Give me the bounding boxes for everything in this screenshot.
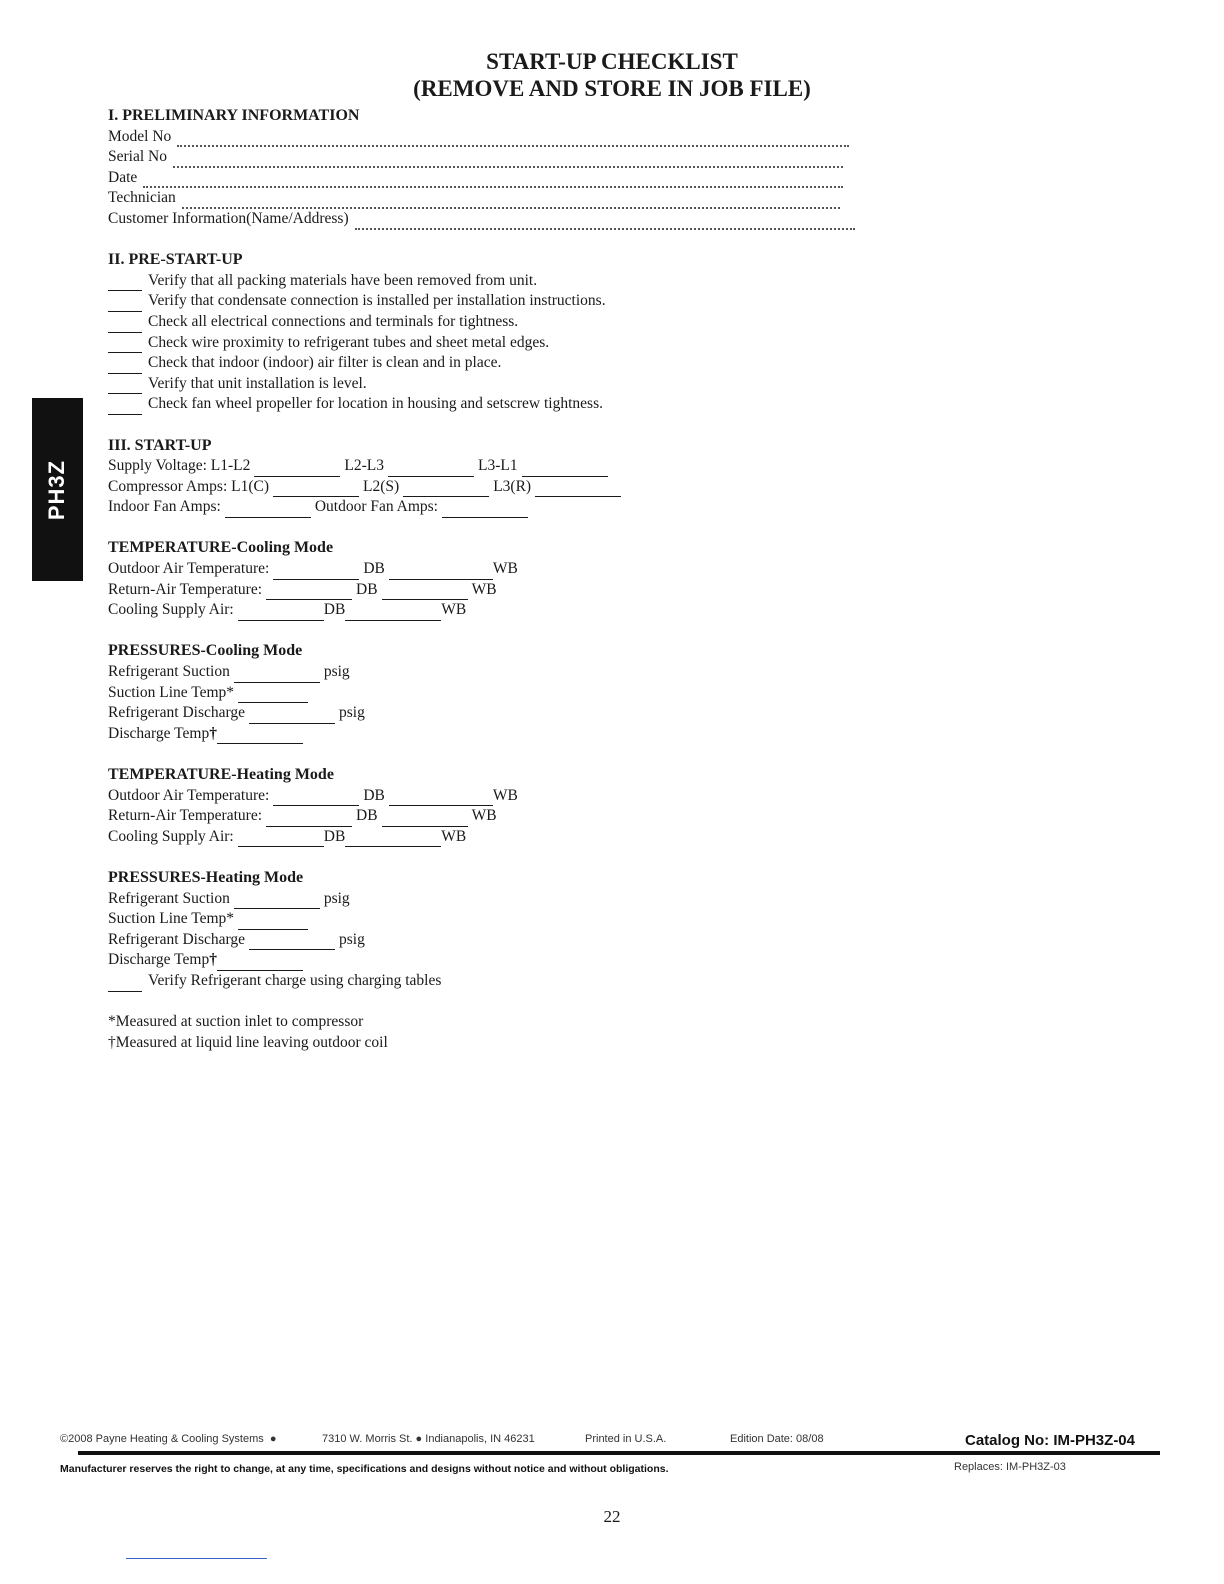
unit-db: DB (363, 560, 385, 578)
unit-wb: WB (441, 601, 467, 619)
footer-rule (78, 1451, 1160, 1455)
footer-copyright: ©2008 Payne Heating & Cooling Systems ● (60, 1433, 277, 1445)
unit-db: DB (356, 807, 378, 825)
side-tab (32, 398, 83, 581)
blank-field[interactable] (234, 893, 320, 909)
note-suction: *Measured at suction inlet to compressor (108, 1013, 364, 1031)
field-model-no (108, 127, 1108, 148)
unit-psig: psig (339, 704, 365, 722)
blank-field[interactable] (345, 831, 441, 847)
item-text: Check wire proximity to refrigerant tubes and sheet metal edges. (148, 333, 550, 351)
label: Refrigerant Suction (108, 889, 230, 907)
label: Return-Air Temperature: (108, 807, 263, 825)
blank-field[interactable] (382, 811, 468, 827)
label: Refrigerant Discharge (108, 704, 246, 722)
fill-line[interactable] (177, 133, 849, 147)
label: Outdoor Air Temperature: (108, 560, 270, 578)
label: L2(S) (363, 477, 400, 495)
side-tab-label: PH3Z (44, 459, 70, 520)
label: Cooling Supply Air: (108, 601, 234, 619)
check-blank[interactable] (108, 399, 142, 415)
check-blank[interactable] (108, 296, 142, 312)
blank-field[interactable] (249, 934, 335, 950)
checklist-body (108, 106, 1108, 1053)
unit-db: DB (323, 827, 346, 845)
row-suction-temp (108, 909, 1108, 930)
blank-field[interactable] (389, 564, 493, 580)
label: Return-Air Temperature: (108, 580, 263, 598)
row-suction (108, 889, 1108, 910)
label: L2-L3 (344, 457, 384, 475)
row-suction (108, 662, 1108, 683)
unit-wb: WB (492, 560, 518, 578)
checklist-item (108, 271, 1108, 292)
blank-field[interactable] (238, 605, 324, 621)
row-return-air (108, 580, 1108, 601)
blank-field[interactable] (234, 667, 320, 683)
blank-field[interactable] (225, 502, 311, 518)
section-heading-temp-cooling: TEMPERATURE-Cooling Mode (108, 539, 334, 557)
row-supply-voltage (108, 456, 1108, 477)
blank-field[interactable] (535, 481, 621, 497)
blank-field[interactable] (217, 955, 303, 971)
unit-psig: psig (339, 930, 365, 948)
fill-line[interactable] (182, 195, 840, 209)
check-blank[interactable] (108, 378, 142, 394)
blank-field[interactable] (266, 584, 352, 600)
label: Refrigerant Discharge (108, 930, 246, 948)
field-label: Date (108, 168, 138, 186)
row-outdoor-air (108, 559, 1108, 580)
unit-psig: psig (323, 889, 350, 907)
blank-field[interactable] (266, 811, 352, 827)
unit-db: DB (323, 601, 346, 619)
section-heading-startup: III. START-UP (108, 436, 212, 454)
row-discharge-temp (108, 724, 1108, 745)
bottom-link-line (126, 1558, 267, 1559)
unit-wb: WB (492, 786, 518, 804)
row-suction-temp (108, 683, 1108, 704)
item-text: Check that indoor (indoor) air filter is clean and in place. (148, 354, 502, 372)
blank-field[interactable] (382, 584, 468, 600)
row-outdoor-air (108, 786, 1108, 807)
checklist-item (108, 394, 1108, 415)
blank-field[interactable] (442, 502, 528, 518)
field-label: Customer Information(Name/Address) (108, 209, 349, 227)
row-fan-amps (108, 497, 1108, 518)
field-technician (108, 188, 1108, 209)
row-supply-air (108, 827, 1108, 848)
label: Outdoor Fan Amps: (314, 498, 438, 516)
field-label: Serial No (108, 148, 167, 166)
unit-psig: psig (323, 663, 350, 681)
footer-disclaimer: Manufacturer reserves the right to change, at any time, specifications and designs without notice and without obligations. (60, 1463, 669, 1475)
unit-db: DB (363, 786, 385, 804)
section-heading-press-cooling: PRESSURES-Cooling Mode (108, 642, 303, 660)
item-text: Check all electrical connections and terminals for tightness. (148, 312, 519, 330)
catalog-number: Catalog No: IM-PH3Z-04 (964, 1432, 1135, 1449)
fill-line[interactable] (173, 154, 843, 168)
blank-field[interactable] (345, 605, 441, 621)
check-blank[interactable] (108, 275, 142, 291)
check-blank[interactable] (108, 358, 142, 374)
item-text: Check fan wheel propeller for location in housing and setscrew tightness. (148, 395, 603, 413)
bullet-icon: ● (415, 1433, 423, 1445)
field-customer-info (108, 209, 1108, 230)
blank-field[interactable] (273, 564, 359, 580)
page-title: START-UP CHECKLIST (486, 49, 738, 74)
item-text: Verify that unit installation is level. (148, 374, 367, 392)
item-text: Verify that condensate connection is installed per installation instructions. (148, 292, 606, 310)
blank-field[interactable] (273, 481, 359, 497)
fill-line[interactable] (143, 174, 843, 188)
label: L3(R) (493, 477, 532, 495)
bullet-icon: ● (269, 1433, 277, 1445)
blank-field[interactable] (249, 708, 335, 724)
checklist-item (108, 374, 1108, 395)
blank-field[interactable] (238, 914, 308, 930)
label: Cooling Supply Air: (108, 827, 234, 845)
field-label: Model No (108, 127, 172, 145)
field-serial-no (108, 147, 1108, 168)
label: Discharge Temp (108, 724, 210, 742)
blank-field[interactable] (273, 790, 359, 806)
item-text: Verify that all packing materials have been removed from unit. (148, 271, 538, 289)
footer-edition: Edition Date: 08/08 (730, 1433, 824, 1445)
row-return-air (108, 806, 1108, 827)
unit-wb: WB (471, 580, 497, 598)
row-discharge (108, 930, 1108, 951)
footer-printed: Printed in U.S.A. (585, 1433, 667, 1445)
label: Suction Line Temp* (108, 683, 235, 701)
label: Suction Line Temp* (108, 910, 235, 928)
page-number: 22 (603, 1507, 621, 1526)
unit-wb: WB (471, 807, 497, 825)
checklist-item (108, 291, 1108, 312)
blank-field[interactable] (389, 790, 493, 806)
checklist-item (108, 353, 1108, 374)
section-heading-preliminary: I. PRELIMINARY INFORMATION (108, 107, 360, 124)
label: L3-L1 (477, 457, 518, 475)
page-subtitle: (REMOVE AND STORE IN JOB FILE) (413, 76, 811, 101)
replaces-catalog: Replaces: IM-PH3Z-03 (954, 1461, 1066, 1473)
blank-field[interactable] (238, 687, 308, 703)
blank-field[interactable] (254, 461, 340, 477)
row-discharge (108, 703, 1108, 724)
unit-wb: WB (441, 827, 467, 845)
checklist-item (108, 971, 1108, 992)
unit-db: DB (356, 580, 378, 598)
label: Refrigerant Suction (108, 663, 230, 681)
section-heading-temp-heating: TEMPERATURE-Heating Mode (108, 766, 334, 783)
check-blank[interactable] (108, 317, 142, 333)
item-text: Verify Refrigerant charge using charging tables (148, 971, 442, 989)
label: Outdoor Air Temperature: (108, 786, 270, 804)
footer-address: 7310 W. Morris St. ● Indianapolis, IN 46231 (322, 1433, 535, 1445)
blank-field[interactable] (238, 831, 324, 847)
row-compressor-amps (108, 477, 1108, 498)
field-label: Technician (108, 189, 176, 207)
label: Indoor Fan Amps: (108, 498, 221, 516)
blank-field[interactable] (522, 461, 608, 477)
checklist-item (108, 312, 1108, 333)
row-supply-air (108, 600, 1108, 621)
label: Supply Voltage: L1-L2 (108, 457, 251, 475)
fill-line[interactable] (355, 216, 855, 230)
row-discharge-temp (108, 950, 1108, 971)
check-blank[interactable] (108, 337, 142, 353)
checklist-item (108, 333, 1108, 354)
field-date (108, 168, 1108, 189)
check-blank[interactable] (108, 976, 142, 992)
note-liquid: †Measured at liquid line leaving outdoor coil (108, 1033, 388, 1051)
blank-field[interactable] (388, 461, 474, 477)
label: Discharge Temp (108, 951, 210, 969)
section-heading-press-heating: PRESSURES-Heating Mode (108, 868, 304, 886)
dagger-symbol: † (209, 724, 217, 742)
dagger-symbol: † (209, 951, 217, 969)
label: Compressor Amps: L1(C) (108, 477, 270, 495)
blank-field[interactable] (217, 728, 303, 744)
section-heading-prestart: II. PRE-START-UP (108, 251, 243, 269)
blank-field[interactable] (403, 481, 489, 497)
